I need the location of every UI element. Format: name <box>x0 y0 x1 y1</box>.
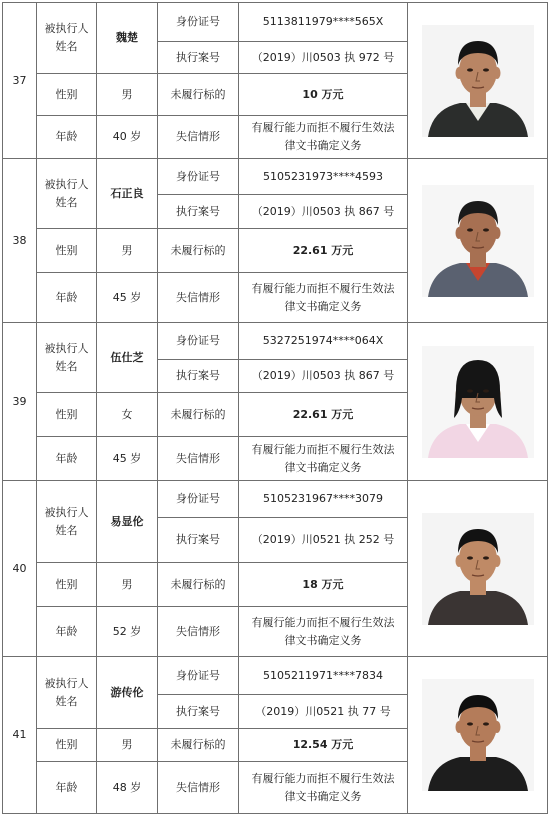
dishonesty-label: 失信情形 <box>158 607 239 657</box>
portrait-photo <box>422 679 534 791</box>
case-number: （2019）川0503 执 867 号 <box>239 195 408 229</box>
photo-cell <box>408 159 548 323</box>
name-label: 被执行人姓名 <box>37 159 97 229</box>
id-label: 身份证号 <box>158 3 239 42</box>
table-row <box>3 323 548 360</box>
case-label: 执行案号 <box>158 518 239 563</box>
amount-label: 未履行标的 <box>158 563 239 607</box>
case-number: （2019）川0503 执 867 号 <box>239 360 408 393</box>
photo-cell <box>408 323 548 481</box>
table-row <box>3 3 548 42</box>
amount-value: 18 万元 <box>239 563 408 607</box>
table-row <box>3 159 548 195</box>
record-number: 37 <box>3 3 37 159</box>
gender-label: 性别 <box>37 729 97 762</box>
dishonesty-label: 失信情形 <box>158 116 239 159</box>
amount-label: 未履行标的 <box>158 74 239 116</box>
table-row <box>3 657 548 695</box>
photo-cell <box>408 3 548 159</box>
amount-label: 未履行标的 <box>158 229 239 273</box>
record-number: 38 <box>3 159 37 323</box>
portrait-photo <box>422 185 534 297</box>
id-label: 身份证号 <box>158 657 239 695</box>
age-value: 45 岁 <box>97 437 158 481</box>
name-label: 被执行人姓名 <box>37 323 97 393</box>
case-number: （2019）川0521 执 252 号 <box>239 518 408 563</box>
gender-label: 性别 <box>37 229 97 273</box>
age-value: 40 岁 <box>97 116 158 159</box>
gender-value: 男 <box>97 229 158 273</box>
name-label: 被执行人姓名 <box>37 481 97 563</box>
age-label: 年龄 <box>37 116 97 159</box>
case-label: 执行案号 <box>158 695 239 729</box>
amount-value: 22.61 万元 <box>239 229 408 273</box>
dishonesty-reason: 有履行能力而拒不履行生效法律文书确定义务 <box>239 116 408 159</box>
case-label: 执行案号 <box>158 195 239 229</box>
amount-label: 未履行标的 <box>158 393 239 437</box>
judgment-defaulter-table <box>2 2 548 814</box>
age-label: 年龄 <box>37 273 97 323</box>
record-number: 40 <box>3 481 37 657</box>
name-label: 被执行人姓名 <box>37 3 97 74</box>
portrait-photo <box>422 25 534 137</box>
age-label: 年龄 <box>37 762 97 814</box>
id-number: 5105211971****7834 <box>239 657 408 695</box>
gender-value: 男 <box>97 563 158 607</box>
dishonesty-reason: 有履行能力而拒不履行生效法律文书确定义务 <box>239 273 408 323</box>
dishonesty-reason: 有履行能力而拒不履行生效法律文书确定义务 <box>239 607 408 657</box>
case-label: 执行案号 <box>158 360 239 393</box>
age-value: 45 岁 <box>97 273 158 323</box>
age-label: 年龄 <box>37 607 97 657</box>
person-name: 游传伦 <box>97 657 158 729</box>
person-name: 易显伦 <box>97 481 158 563</box>
gender-value: 女 <box>97 393 158 437</box>
photo-cell <box>408 657 548 814</box>
gender-label: 性别 <box>37 393 97 437</box>
id-label: 身份证号 <box>158 323 239 360</box>
id-number: 5105231973****4593 <box>239 159 408 195</box>
gender-label: 性别 <box>37 74 97 116</box>
gender-label: 性别 <box>37 563 97 607</box>
dishonesty-label: 失信情形 <box>158 437 239 481</box>
age-label: 年龄 <box>37 437 97 481</box>
id-label: 身份证号 <box>158 159 239 195</box>
portrait-photo <box>422 513 534 625</box>
person-name: 伍仕芝 <box>97 323 158 393</box>
amount-value: 12.54 万元 <box>239 729 408 762</box>
person-name: 石正良 <box>97 159 158 229</box>
id-number: 5113811979****565X <box>239 3 408 42</box>
name-label: 被执行人姓名 <box>37 657 97 729</box>
amount-label: 未履行标的 <box>158 729 239 762</box>
record-number: 39 <box>3 323 37 481</box>
age-value: 52 岁 <box>97 607 158 657</box>
dishonesty-reason: 有履行能力而拒不履行生效法律文书确定义务 <box>239 437 408 481</box>
age-value: 48 岁 <box>97 762 158 814</box>
portrait-photo <box>422 346 534 458</box>
id-label: 身份证号 <box>158 481 239 518</box>
record-number: 41 <box>3 657 37 814</box>
table-row <box>3 481 548 518</box>
case-label: 执行案号 <box>158 42 239 74</box>
case-number: （2019）川0503 执 972 号 <box>239 42 408 74</box>
case-number: （2019）川0521 执 77 号 <box>239 695 408 729</box>
dishonesty-reason: 有履行能力而拒不履行生效法律文书确定义务 <box>239 762 408 814</box>
dishonesty-label: 失信情形 <box>158 273 239 323</box>
gender-value: 男 <box>97 729 158 762</box>
dishonesty-label: 失信情形 <box>158 762 239 814</box>
id-number: 5327251974****064X <box>239 323 408 360</box>
person-name: 魏楚 <box>97 3 158 74</box>
id-number: 5105231967****3079 <box>239 481 408 518</box>
photo-cell <box>408 481 548 657</box>
amount-value: 22.61 万元 <box>239 393 408 437</box>
gender-value: 男 <box>97 74 158 116</box>
amount-value: 10 万元 <box>239 74 408 116</box>
